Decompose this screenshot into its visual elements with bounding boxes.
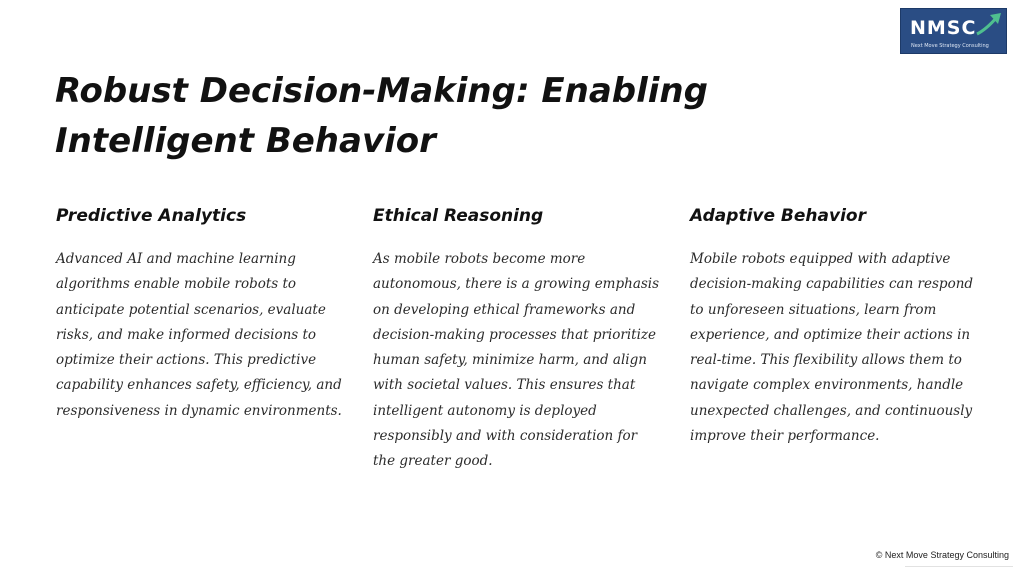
copyright-footer: © Next Move Strategy Consulting xyxy=(875,550,1009,560)
company-logo xyxy=(900,8,1007,54)
column-ethical-reasoning xyxy=(373,203,663,475)
column-body: Mobile robots equipped with adaptive decision-making capabilities can respond to unforeseen situations, learn from experience, and optimize their actions in real-time. This flexibility allows them to navigate complex environments, handle unexpected challenges, and continuously improve their performance. xyxy=(690,251,974,445)
logo-tagline: Next Move Strategy Consulting xyxy=(911,43,989,49)
column-heading: Ethical Reasoning xyxy=(373,206,544,226)
column-heading: Adaptive Behavior xyxy=(690,206,866,226)
column-heading: Predictive Analytics xyxy=(56,206,247,226)
column-body: Advanced AI and machine learning algorithms enable mobile robots to anticipate potential scenarios, evaluate risks, and make informed decisions to optimize their actions. This predictive capability enhances safety, efficiency, and responsiveness in dynamic environments. xyxy=(56,251,342,419)
upward-arrow-icon xyxy=(975,12,1003,38)
footer-divider xyxy=(905,566,1013,567)
logo-text: NMSC xyxy=(910,17,977,39)
column-adaptive-behavior xyxy=(690,203,980,449)
column-body: As mobile robots become more autonomous, there is a growing emphasis on developing ethical frameworks and decision-making processes that prioritize human safety, minimize harm, and align with societal values. This ensures that intelligent autonomy is deployed responsibly and with consideration for the greater good. xyxy=(373,251,660,470)
column-predictive-analytics xyxy=(56,203,346,424)
page-title: Robust Decision-Making: Enabling Intelligent Behavior xyxy=(55,71,708,161)
